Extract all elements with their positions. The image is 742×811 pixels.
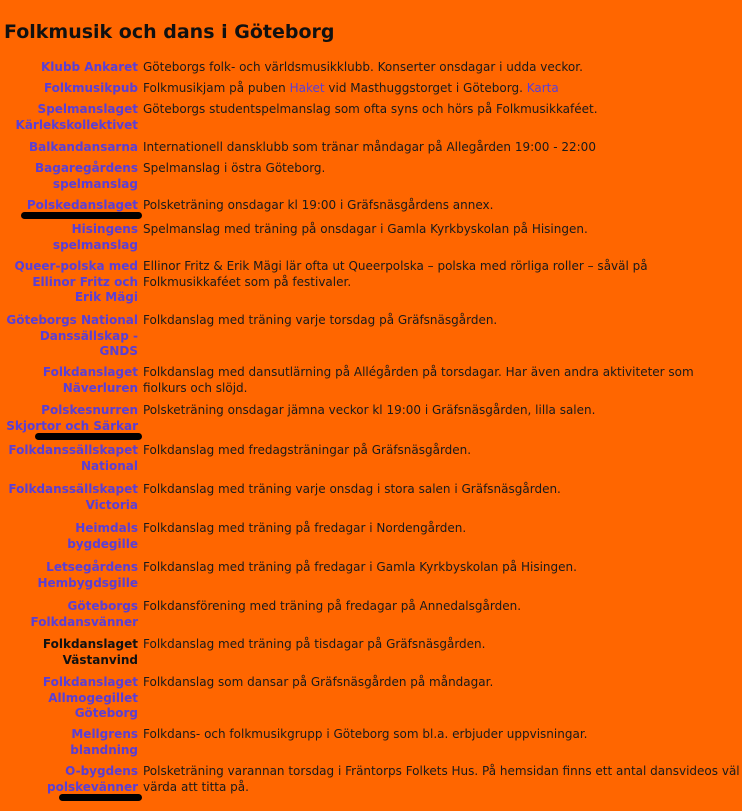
club-link-naverluren[interactable]: Folkdanslaget Näverluren bbox=[42, 365, 138, 395]
club-description: Ellinor Fritz & Erik Mägi lär ofta ut Queerpolska – polska med rörliga roller – såväl på Folkmusikkaféet som på festivaler. bbox=[143, 259, 648, 289]
club-description: Folkdanslag som dansar på Gräfsnäsgården på måndagar. bbox=[143, 675, 494, 689]
club-link-heimdals[interactable]: Heimdals bygdegille bbox=[67, 521, 138, 551]
club-description: Folkdanslag med träning på fredagar i Gamla Kyrkbyskolan på Hisingen. bbox=[143, 560, 577, 574]
club-link-karlekskollektivet[interactable]: Spelmanslaget Kärlekskollektivet bbox=[15, 102, 138, 132]
table-row bbox=[2, 140, 740, 161]
club-description: Göteborgs studentspelmanslag som ofta syns och hörs på Folkmusikkaféet. bbox=[143, 102, 598, 116]
table-row bbox=[2, 313, 740, 365]
club-description: Folkmusikjam på puben Haket vid Masthuggstorget i Göteborg. Karta bbox=[143, 81, 559, 95]
hand-drawn-underline bbox=[59, 794, 142, 801]
club-link-polskesnurren[interactable]: Polskesnurren Skjortor och Särkar bbox=[2, 403, 143, 443]
haket-link[interactable]: Haket bbox=[289, 81, 325, 95]
club-link-folkdansvanner[interactable]: Göteborgs Folkdansvänner bbox=[30, 599, 138, 629]
club-description: Folkdanslag med träning på tisdagar på Gräfsnäsgården. bbox=[143, 637, 486, 651]
table-row bbox=[2, 764, 740, 802]
hand-drawn-underline bbox=[21, 212, 142, 219]
club-description: Polsketräning onsdagar jämna veckor kl 19:00 i Gräfsnäsgården, lilla salen. bbox=[143, 403, 596, 417]
club-link-allmogegillet[interactable]: Folkdanslaget Allmogegillet Göteborg bbox=[42, 675, 138, 720]
club-description: Folkdanslag med träning på fredagar i Nordengården. bbox=[143, 521, 467, 535]
table-row bbox=[2, 521, 740, 560]
table-row bbox=[2, 637, 740, 675]
club-description: Polsketräning onsdagar kl 19:00 i Gräfsnäsgårdens annex. bbox=[143, 198, 494, 212]
table-row bbox=[2, 675, 740, 727]
table-row bbox=[2, 560, 740, 599]
table-row bbox=[2, 222, 740, 259]
club-link-letsegardens[interactable]: Letsegårdens Hembygdsgille bbox=[37, 560, 138, 590]
club-description: Folkdanslag med träning varje onsdag i stora salen i Gräfsnäsgården. bbox=[143, 482, 561, 496]
table-row bbox=[2, 161, 740, 198]
club-description: Internationell dansklubb som tränar måndagar på Allegården 19:00 - 22:00 bbox=[143, 140, 596, 154]
table-row bbox=[2, 102, 740, 140]
club-table bbox=[2, 60, 740, 802]
club-description: Spelmanslag i östra Göteborg. bbox=[143, 161, 326, 175]
club-link-fds-national[interactable]: Folkdanssällskapet National bbox=[8, 443, 138, 473]
club-description: Folkdanslag med fredagsträningar på Gräfsnäsgården. bbox=[143, 443, 472, 457]
table-row bbox=[2, 60, 740, 81]
club-link-bagaregardens[interactable]: Bagaregårdens spelmanslag bbox=[34, 161, 138, 191]
table-row bbox=[2, 599, 740, 637]
table-row bbox=[2, 81, 740, 102]
karta-link[interactable]: Karta bbox=[526, 81, 559, 95]
club-link-polskedanslaget[interactable]: Polskedanslaget bbox=[2, 198, 143, 222]
table-row bbox=[2, 727, 740, 764]
club-description: Folkdanslag med dansutlärning på Allégården på torsdagar. Har även andra aktiviteter som fiolkurs och slöjd. bbox=[143, 365, 694, 395]
table-row bbox=[2, 259, 740, 313]
table-row bbox=[2, 198, 740, 222]
table-row bbox=[2, 403, 740, 443]
club-link-folkmusikpub[interactable]: Folkmusikpub bbox=[43, 81, 138, 95]
club-link-klubb-ankaret[interactable]: Klubb Ankaret bbox=[40, 60, 138, 74]
page-title: Folkmusik och dans i Göteborg bbox=[4, 21, 335, 43]
club-link-balkandansarna[interactable]: Balkandansarna bbox=[28, 140, 138, 154]
club-description: Polsketräning varannan torsdag i Fräntorps Folkets Hus. På hemsidan finns ett antal dansvideos väl värda att titta på. bbox=[143, 764, 740, 794]
club-description: Göteborgs folk- och världsmusikklubb. Konserter onsdagar i udda veckor. bbox=[143, 60, 583, 74]
club-link-queer-polska[interactable]: Queer-polska med Ellinor Fritz och Erik Mägi bbox=[14, 259, 138, 304]
club-description: Folkdansförening med träning på fredagar på Annedalsgården. bbox=[143, 599, 522, 613]
table-row bbox=[2, 365, 740, 403]
club-link-o-bygdens[interactable]: O-bygdens polskevänner bbox=[2, 764, 143, 802]
club-link-hisingens[interactable]: Hisingens spelmanslag bbox=[52, 222, 138, 252]
club-link-fds-victoria[interactable]: Folkdanssällskapet Victoria bbox=[8, 482, 138, 512]
table-row bbox=[2, 482, 740, 521]
club-name-vastanvind: Folkdanslaget Västanvind bbox=[42, 637, 138, 667]
club-description: Folkdanslag med träning varje torsdag på Gräfsnäsgården. bbox=[143, 313, 498, 327]
club-description: Spelmanslag med träning på onsdagar i Gamla Kyrkbyskolan på Hisingen. bbox=[143, 222, 588, 236]
club-link-mellgrens[interactable]: Mellgrens blandning bbox=[70, 727, 138, 757]
club-description: Folkdans- och folkmusikgrupp i Göteborg som bl.a. erbjuder uppvisningar. bbox=[143, 727, 588, 741]
hand-drawn-underline bbox=[35, 433, 142, 440]
club-link-gnds[interactable]: Göteborgs National Danssällskap - GNDS bbox=[6, 313, 138, 358]
table-row bbox=[2, 443, 740, 482]
